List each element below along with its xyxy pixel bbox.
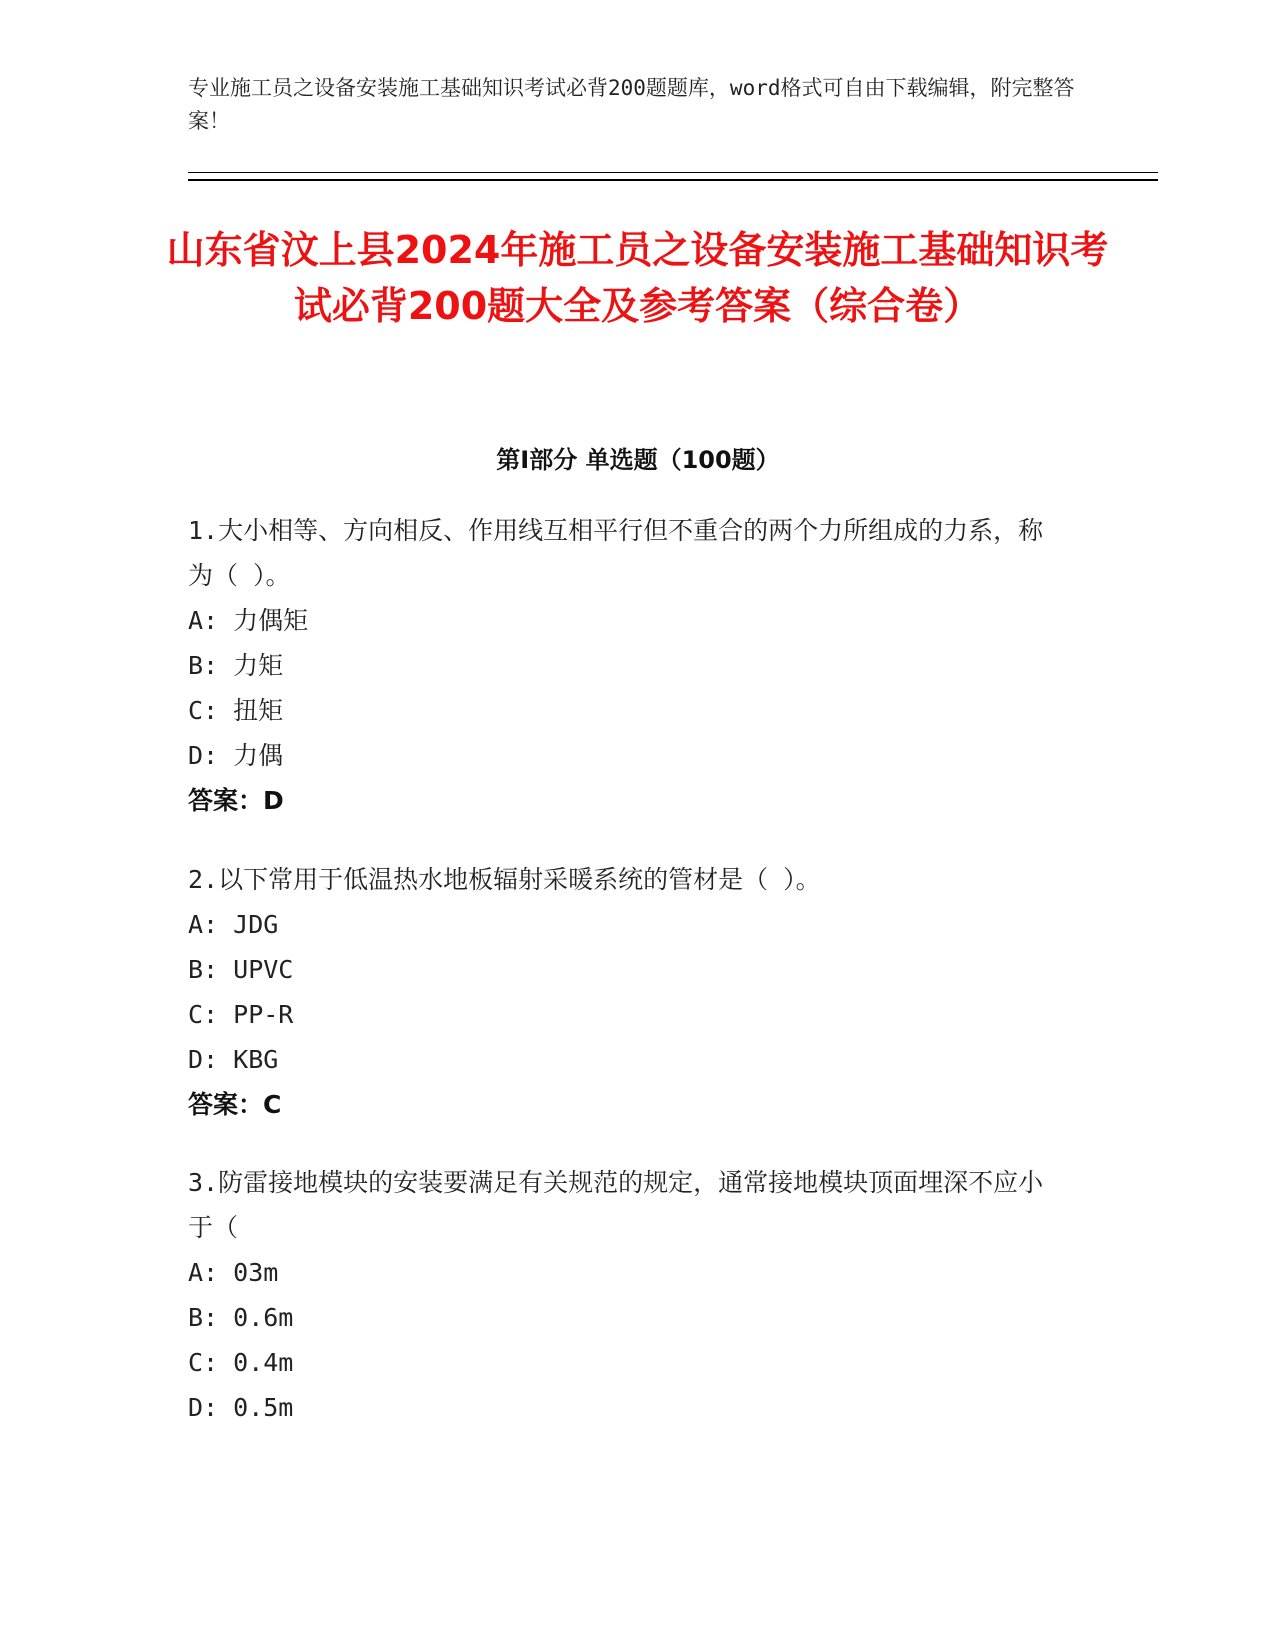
- option-c: C: 0.4m: [188, 1348, 294, 1377]
- option-d: D: KBG: [188, 1045, 279, 1074]
- answer: 答案：D: [188, 786, 284, 815]
- option-d: D: 力偶: [188, 741, 284, 770]
- question-text: 3.防雷接地模块的安装要满足有关规范的规定，通常接地模块顶面埋深不应小于（: [188, 1168, 1044, 1242]
- option-a: A: 03m: [188, 1258, 279, 1287]
- option-b: B: 力矩: [188, 651, 284, 680]
- question-3: [188, 1160, 1068, 1430]
- question-text: 2.以下常用于低温热水地板辐射采暖系统的管材是（ ）。: [188, 865, 821, 894]
- header-divider-thick: [188, 179, 1158, 181]
- document-title: 山东省汶上县2024年施工员之设备安装施工基础知识考试必背200题大全及参考答案（综合卷）: [166, 228, 1109, 328]
- section-title: 第Ⅰ部分 单选题（100题）: [496, 446, 780, 474]
- option-c: C: PP-R: [188, 1000, 294, 1029]
- option-a: A: JDG: [188, 910, 279, 939]
- question-2: [188, 857, 1068, 1127]
- option-d: D: 0.5m: [188, 1393, 294, 1422]
- header-divider-thin: [188, 172, 1158, 173]
- option-a: A: 力偶矩: [188, 606, 309, 635]
- option-b: B: 0.6m: [188, 1303, 294, 1332]
- question-1: [188, 508, 1068, 823]
- header-note: 专业施工员之设备安装施工基础知识考试必背200题题库，word格式可自由下载编辑，附完整答案！: [188, 76, 1075, 133]
- option-c: C: 扭矩: [188, 696, 284, 725]
- answer: 答案：C: [188, 1090, 282, 1119]
- option-b: B: UPVC: [188, 955, 294, 984]
- question-text: 1.大小相等、方向相反、作用线互相平行但不重合的两个力所组成的力系，称为（ ）。: [188, 516, 1044, 590]
